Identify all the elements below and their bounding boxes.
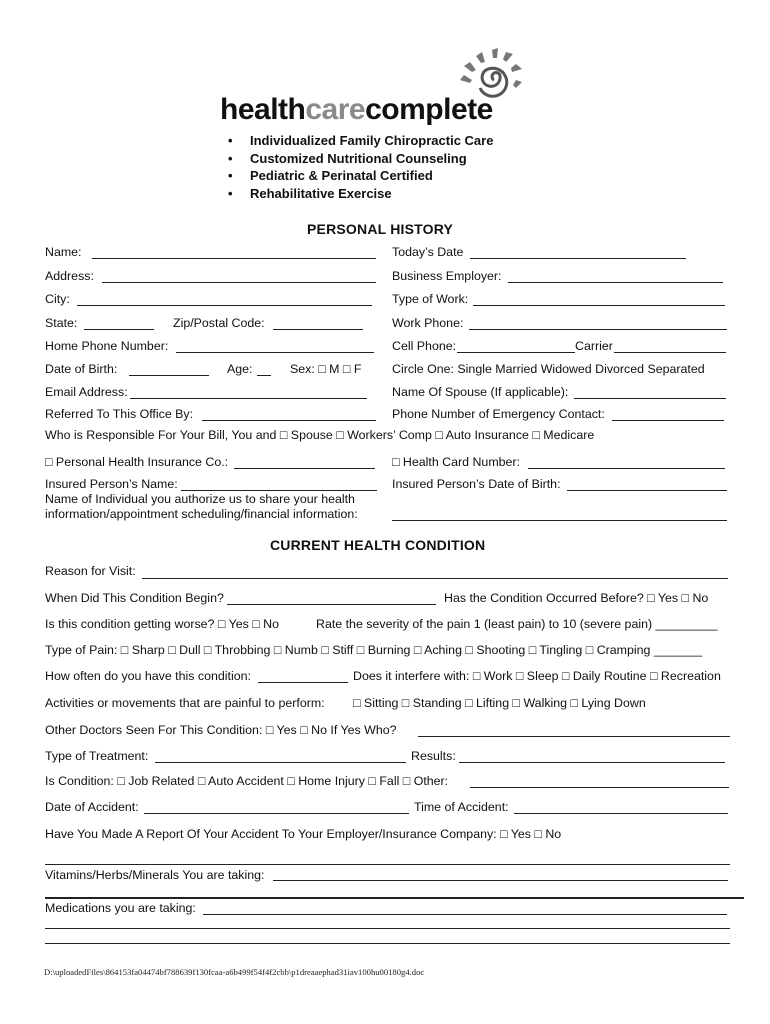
service-item: • Rehabilitative Exercise [228, 185, 493, 203]
age-label: Age: [227, 362, 253, 376]
zip-field[interactable] [273, 329, 363, 330]
insured-name-field[interactable] [181, 490, 377, 491]
address-label: Address: [45, 269, 94, 283]
authorize-label-line1: Name of Individual you authorize us to share your health [45, 492, 355, 506]
medications-field[interactable] [203, 914, 727, 915]
carrier-field[interactable] [614, 352, 726, 353]
carrier-label: Carrier [575, 339, 613, 353]
type-of-pain-options[interactable]: Type of Pain: □ Sharp □ Dull □ Throbbing □ Numb □ Stiff □ Burning □ Aching □ Shooting □ Tingling □ Cramping _______ [45, 643, 703, 657]
referred-by-label: Referred To This Office By: [45, 407, 194, 421]
condition-type-options[interactable]: Is Condition: □ Job Related □ Auto Accident □ Home Injury □ Fall □ Other: [45, 774, 449, 788]
health-card-label[interactable]: □ Health Card Number: [392, 455, 520, 469]
how-often-label: How often do you have this condition: [45, 669, 251, 683]
marital-status-options[interactable]: Circle One: Single Married Widowed Divorced Separated [392, 362, 705, 376]
cell-phone-label: Cell Phone: [392, 339, 457, 353]
getting-worse-options[interactable]: Is this condition getting worse? □ Yes □ No [45, 617, 279, 631]
current-health-heading: CURRENT HEALTH CONDITION [270, 537, 486, 553]
severity-rating-field[interactable]: Rate the severity of the pain 1 (least pain) to 10 (severe pain) _________ [316, 617, 718, 631]
emergency-phone-label: Phone Number of Emergency Contact: [392, 407, 605, 421]
health-card-field[interactable] [528, 468, 725, 469]
sex-options[interactable]: Sex: □ M □ F [290, 362, 362, 376]
work-phone-field[interactable] [469, 329, 727, 330]
home-phone-label: Home Phone Number: [45, 339, 169, 353]
responsible-party-options[interactable]: Who is Responsible For Your Bill, You and □ Spouse □ Workers’ Comp □ Auto Insurance □ Medicare [45, 428, 595, 442]
medications-label: Medications you are taking: [45, 901, 196, 915]
authorize-label-line2: information/appointment scheduling/financial information: [45, 507, 358, 521]
divider [45, 897, 744, 899]
spouse-name-field[interactable] [574, 398, 726, 399]
accident-time-label: Time of Accident: [414, 800, 509, 814]
medications-line-3[interactable] [45, 943, 730, 944]
state-field[interactable] [84, 329, 154, 330]
todays-date-label: Today’s Date [392, 245, 464, 259]
name-field[interactable] [92, 258, 376, 259]
when-begin-field[interactable] [227, 604, 436, 605]
business-employer-label: Business Employer: [392, 269, 502, 283]
service-item: • Customized Nutritional Counseling [228, 150, 493, 168]
dob-label: Date of Birth: [45, 362, 118, 376]
treatment-field[interactable] [155, 762, 406, 763]
accident-date-field[interactable] [144, 813, 409, 814]
dob-field[interactable] [129, 375, 209, 376]
brand-logo-text: healthcarecomplete [220, 93, 493, 126]
how-often-field[interactable] [258, 682, 348, 683]
accident-date-label: Date of Accident: [45, 800, 139, 814]
interfere-options[interactable]: Does it interfere with: □ Work □ Sleep □ Daily Routine □ Recreation [353, 669, 721, 683]
accident-time-field[interactable] [514, 813, 728, 814]
personal-insurance-field[interactable] [234, 468, 375, 469]
cell-phone-field[interactable] [457, 352, 575, 353]
city-label: City: [45, 292, 70, 306]
activities-label: Activities or movements that are painful to perform: [45, 696, 325, 710]
vitamins-label: Vitamins/Herbs/Minerals You are taking: [45, 868, 265, 882]
insured-name-label: Insured Person’s Name: [45, 477, 178, 491]
address-field[interactable] [102, 282, 376, 283]
email-field[interactable] [130, 398, 367, 399]
treatment-label: Type of Treatment: [45, 749, 149, 763]
zip-label: Zip/Postal Code: [173, 316, 265, 330]
todays-date-field[interactable] [470, 258, 686, 259]
business-employer-field[interactable] [508, 282, 723, 283]
work-phone-label: Work Phone: [392, 316, 464, 330]
service-item: • Pediatric & Perinatal Certified [228, 167, 493, 185]
file-path-footer: D:\uploadedFiles\864153fa04474bf788639f130fcaa-a6b499f54f4f2cbb\p1dreaaephad31iav100hu00180g4.doc [44, 967, 425, 977]
activities-options[interactable]: □ Sitting □ Standing □ Lifting □ Walking □ Lying Down [353, 696, 646, 710]
medications-line-2[interactable] [45, 928, 730, 929]
personal-history-heading: PERSONAL HISTORY [307, 221, 454, 237]
other-doctors-field[interactable] [418, 736, 730, 737]
results-label: Results: [411, 749, 456, 763]
when-begin-label: When Did This Condition Begin? [45, 591, 224, 605]
services-list [228, 132, 493, 202]
authorize-field[interactable] [392, 520, 727, 521]
personal-insurance-label[interactable]: □ Personal Health Insurance Co.: [45, 455, 229, 469]
email-label: Email Address: [45, 385, 128, 399]
report-made-options[interactable]: Have You Made A Report Of Your Accident To Your Employer/Insurance Company: □ Yes □ No [45, 827, 562, 841]
emergency-phone-field[interactable] [612, 420, 724, 421]
referred-by-field[interactable] [202, 420, 376, 421]
other-doctors-options[interactable]: Other Doctors Seen For This Condition: □ Yes □ No If Yes Who? [45, 723, 397, 737]
age-field[interactable] [257, 375, 271, 376]
reason-field[interactable] [142, 578, 728, 579]
home-phone-field[interactable] [176, 352, 374, 353]
condition-other-field[interactable] [470, 787, 729, 788]
type-of-work-label: Type of Work: [392, 292, 469, 306]
results-field[interactable] [459, 762, 725, 763]
spouse-name-label: Name Of Spouse (If applicable): [392, 385, 569, 399]
insured-dob-label: Insured Person’s Date of Birth: [392, 477, 561, 491]
blank-line[interactable] [45, 864, 730, 865]
reason-label: Reason for Visit: [45, 564, 136, 578]
vitamins-field[interactable] [273, 880, 728, 881]
state-label: State: [45, 316, 78, 330]
name-label: Name: [45, 245, 82, 259]
type-of-work-field[interactable] [473, 305, 725, 306]
city-field[interactable] [77, 305, 372, 306]
occurred-before-options[interactable]: Has the Condition Occurred Before? □ Yes □ No [444, 591, 709, 605]
insured-dob-field[interactable] [567, 490, 727, 491]
service-item: • Individualized Family Chiropractic Care [228, 132, 493, 150]
